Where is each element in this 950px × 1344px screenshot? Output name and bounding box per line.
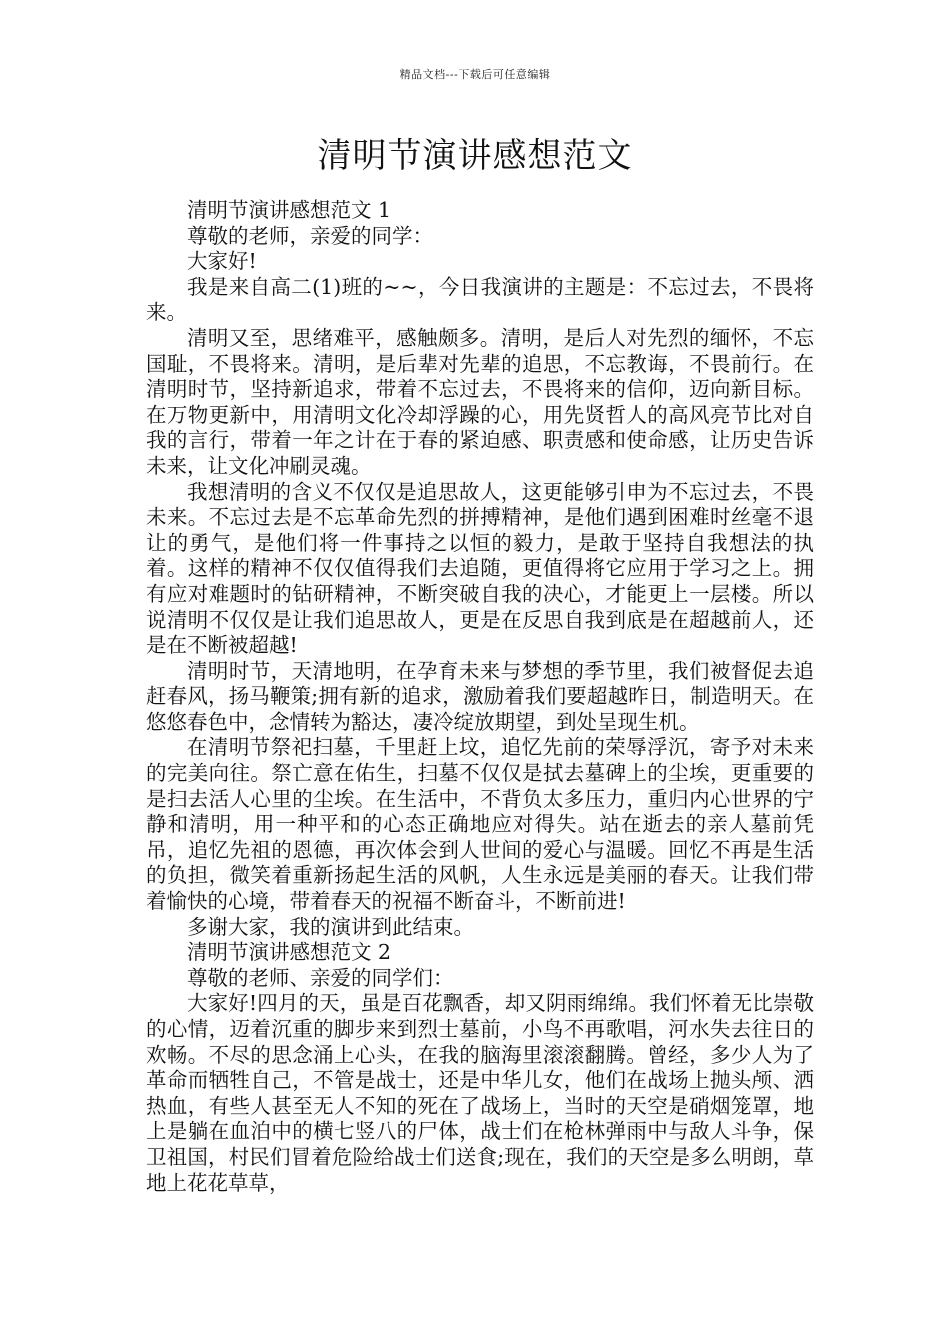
- paragraph: 清明时节，天清地明，在孕育未来与梦想的季节里，我们被督促去追赶春风，扬马鞭策;拥有新的追求，激励着我们要超越昨日，制造明天。在悠悠春色中，念情转为豁达，凄冷绽放期望，到处呈现生机。: [146, 658, 814, 734]
- header-note: 精品文档---下载后可任意编辑: [399, 68, 551, 81]
- paragraph: 大家好!: [187, 249, 257, 274]
- paragraph: 多谢大家，我的演讲到此结束。: [187, 914, 474, 939]
- paragraph: 清明节演讲感想范文 2: [187, 940, 392, 965]
- paragraph: 清明又至，思绪难平，感触颇多。清明，是后人对先烈的缅怀，不忘国耻，不畏将来。清明，是后辈对先辈的追思，不忘教诲，不畏前行。在清明时节，坚持新追求，带着不忘过去，不畏将来的信仰，迈向新目标。在万物更新中，用清明文化冷却浮躁的心，用先贤哲人的高风亮节比对自我的言行，带着一年之计在于春的紧迫感、职责感和使命感，让历史告诉未来，让文化冲刷灵魂。: [146, 325, 814, 478]
- paragraph: 清明节演讲感想范文 1: [187, 198, 392, 222]
- paragraph: 尊敬的老师、亲爱的同学们：: [187, 965, 454, 990]
- paragraph: 大家好!四月的天，虽是百花飘香，却又阴雨绵绵。我们怀着无比崇敬的心情，迈着沉重的脚步来到烈士墓前，小鸟不再歌唱，河水失去往日的欢畅。不尽的思念涌上心头，在我的脑海里滚滚翻腾。曾经，多少人为了革命而牺牲自己，不管是战士，还是中华儿女，他们在战场上抛头颅、洒热血，有些人甚至无人不知的死在了战场上，当时的天空是硝烟笼罩，地上是躺在血泊中的横七竖八的尸体，战士们在枪林弹雨中与敌人斗争，保卫祖国，村民们冒着危险给战士们送食;现在，我们的天空是多么明朗，草地上花花草草，: [146, 991, 814, 1195]
- paragraph: 在清明节祭祀扫墓，千里赶上坟，追忆先前的荣辱浮沉，寄予对未来的完美向往。祭亡意在佑生，扫墓不仅仅是拭去墓碑上的尘埃，更重要的是扫去活人心里的尘埃。在生活中，不背负太多压力，重归内心世界的宁静和清明，用一种平和的心态正确地应对得失。站在逝去的亲人墓前凭吊，追忆先祖的恩德，再次体会到人世间的爱心与温暖。回忆不再是生活的负担，微笑着重新扬起生活的风帆，人生永远是美丽的春天。让我们带着愉快的心境，带着春天的祝福不断奋斗，不断前进!: [146, 735, 814, 914]
- paragraph: 尊敬的老师，亲爱的同学：: [187, 223, 433, 248]
- document-title: 清明节演讲感想范文: [317, 136, 633, 176]
- paragraph: 我是来自高二(1)班的~~，今日我演讲的主题是：不忘过去，不畏将来。: [146, 274, 814, 325]
- document-body: [146, 198, 814, 1196]
- paragraph: 我想清明的含义不仅仅是追思故人，这更能够引申为不忘过去，不畏未来。不忘过去是不忘革命先烈的拼搏精神，是他们遇到困难时丝毫不退让的勇气，是他们将一件事持之以恒的毅力，是敢于坚持自我想法的执着。这样的精神不仅仅值得我们去追随，更值得将它应用于学习之上。拥有应对难题时的钻研精神，不断突破自我的决心，才能更上一层楼。所以说清明不仅仅是让我们追思故人，更是在反思自我到底是在超越前人，还是在不断被超越!: [146, 479, 814, 658]
